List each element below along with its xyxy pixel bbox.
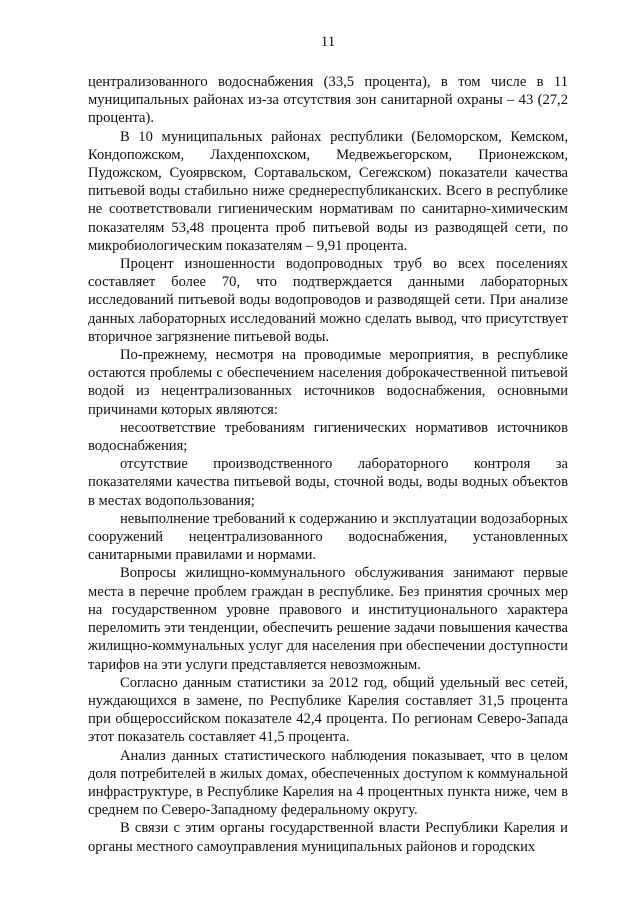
paragraph: По-прежнему, несмотря на проводимые мероприятия, в республике остаются проблемы с обеспечением населения доброкачественной питьевой водой из нецентрализованных источников водоснабжения, основными причинами которых являются:	[88, 347, 568, 418]
list-item: невыполнение требований к содержанию и эксплуатации водозаборных сооружений нецентрализованного водоснабжения, установленных санитарными правилами и нормами.	[88, 510, 568, 564]
list-item: несоответствие требованиям гигиенических нормативов источников водоснабжения;	[88, 419, 568, 455]
paragraph: Процент изношенности водопроводных труб во всех поселениях составляет более 70, что подтверждается данными лабораторных исследований питьевой воды водопроводов и разводящей сети. При анализе данных лабораторных исследований можно сделать вывод, что присутствует вторичное загрязнение питьевой воды.	[88, 256, 568, 345]
paragraph: В связи с этим органы государственной власти Республики Карелия и органы местного самоуправления муниципальных районов и городских	[88, 820, 568, 855]
body-text	[88, 73, 568, 856]
paragraph: централизованного водоснабжения (33,5 процента), в том числе в 11 муниципальных районах из-за отсутствия зон санитарной охраны – 43 (27,2 процента).	[88, 74, 568, 127]
page-number: 11	[320, 34, 336, 50]
paragraph: Вопросы жилищно-коммунального обслуживания занимают первые места в перечне проблем граждан в республике. Без принятия срочных мер на государственном уровне правового и институционального характера переломить эти тенденции, обеспечить решение задачи повышения качества жилищно-коммунальных услуг для населения при обеспечении доступности тарифов на эти услуги представляется невозможным.	[88, 565, 568, 673]
paragraph: Согласно данным статистики за 2012 год, общий удельный вес сетей, нуждающихся в замене, по Республике Карелия составляет 31,5 процента при общероссийском показателе 42,4 процента. По регионам Северо-Запада этот показатель составляет 41,5 процента.	[88, 674, 568, 746]
paragraph: В 10 муниципальных районах республики (Беломорском, Кемском, Кондопожском, Лахденпохском, Медвежьегорском, Прионежском, Пудожском, Суоярвском, Сортавальском, Сегежском) показатели качества питьевой воды стабильно ниже среднереспубликанских. Всего в республике не соответствовали гигиеническим нормативам по санитарно-химическим показателям 53,48 процента проб питьевой воды из разводящей сети, по микробиологическим показателям – 9,91 процента.	[88, 128, 568, 254]
list-item: отсутствие производственного лабораторного контроля за показателями качества питьевой воды, сточной воды, воды водных объектов в местах водопользования;	[88, 456, 568, 509]
paragraph: Анализ данных статистического наблюдения показывает, что в целом доля потребителей в жилых домах, обеспеченных доступом к коммунальной инфраструктуре, в Республике Карелия на 4 процентных пункта ниже, чем в среднем по Северо-Западному федеральному округу.	[88, 747, 568, 819]
